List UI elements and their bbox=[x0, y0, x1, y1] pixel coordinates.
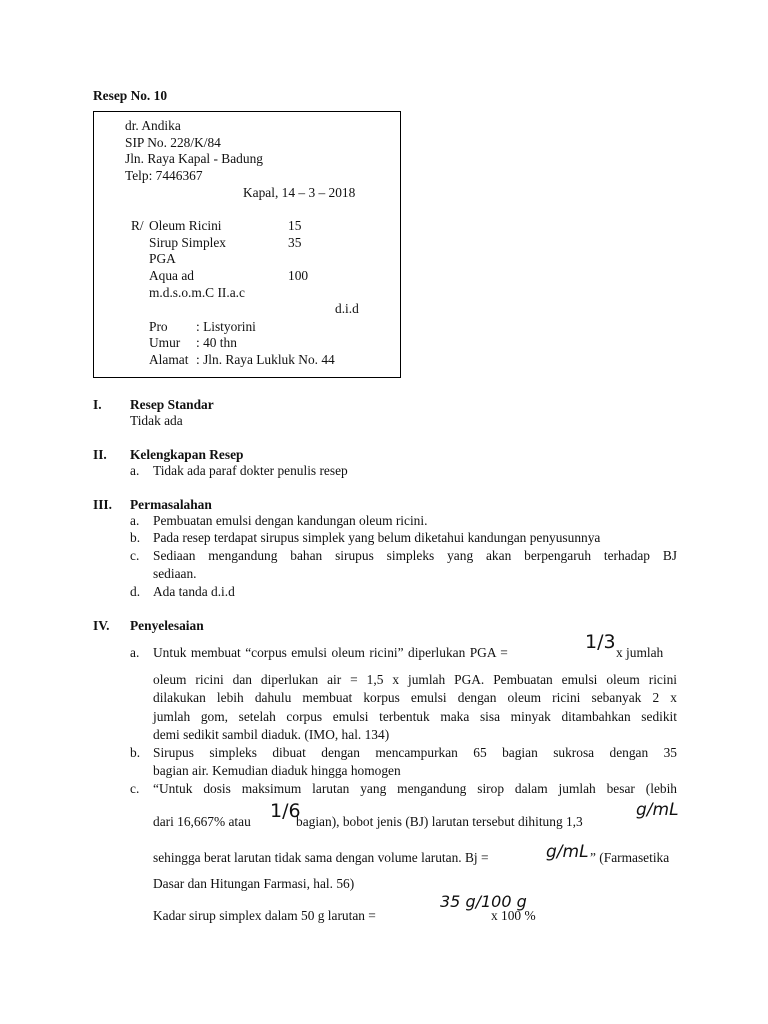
page-title: Resep No. 10 bbox=[93, 88, 168, 103]
rx-item-name: Oleum Ricini bbox=[149, 218, 222, 233]
rx-did: d.i.d bbox=[335, 301, 359, 316]
solution-c-line: “Untuk dosis maksimum larutan yang mengandung sirop dalam jumlah besar (lebih bbox=[153, 781, 677, 796]
list-marker: c. bbox=[130, 781, 140, 796]
rx-item-qty: 15 bbox=[288, 218, 302, 233]
section-number: III. bbox=[93, 497, 112, 512]
list-item: Pembuatan emulsi dengan kandungan oleum ricini. bbox=[153, 513, 428, 528]
section-number: IV. bbox=[93, 618, 110, 633]
solution-a-line: jumlah gom, setelah corpus emulsi terbentuk maka sisa minyak ditambahkan sedikit bbox=[153, 709, 677, 724]
rx-item-qty: 35 bbox=[288, 235, 302, 250]
solution-a-line: Untuk membuat “corpus emulsi oleum ricini” diperlukan PGA = bbox=[153, 645, 508, 660]
age-label: Umur bbox=[149, 335, 181, 350]
solution-c-line: x 100 % bbox=[491, 908, 536, 923]
list-item: Sediaan mengandung bahan sirupus simpleks yang akan berpengaruh terhadap BJ bbox=[153, 548, 677, 563]
list-marker: a. bbox=[130, 645, 140, 660]
rx-item-name: PGA bbox=[149, 251, 176, 266]
solution-c-line: bagian), bobot jenis (BJ) larutan tersebut dihitung 1,3 bbox=[296, 814, 583, 829]
list-item: Pada resep terdapat sirupus simplek yang belum diketahui kandungan penyusunnya bbox=[153, 530, 601, 545]
rx-symbol: R/ bbox=[131, 218, 144, 233]
solution-a-line: oleum ricini dan diperlukan air = 1,5 x jumlah PGA. Pembuatan emulsi oleum ricini bbox=[153, 672, 677, 687]
list-item-continuation: sediaan. bbox=[153, 566, 197, 581]
list-marker: a. bbox=[130, 463, 140, 478]
solution-b-line: bagian air. Kemudian diaduk hingga homogen bbox=[153, 763, 401, 778]
list-marker: a. bbox=[130, 513, 140, 528]
fraction-one-sixth: 1/6 bbox=[270, 800, 301, 822]
age-value: : 40 thn bbox=[196, 335, 237, 350]
solution-c-line: ” (Farmasetika bbox=[590, 850, 670, 865]
solution-c-line: Kadar sirup simplex dalam 50 g larutan = bbox=[153, 908, 376, 923]
list-marker: b. bbox=[130, 745, 141, 760]
doctor-sip: SIP No. 228/K/84 bbox=[125, 135, 221, 150]
solution-a-line: x jumlah bbox=[616, 645, 664, 660]
rx-item-name: Aqua ad bbox=[149, 268, 194, 283]
fraction-one-third: 1/3 bbox=[585, 631, 616, 653]
section-heading: Kelengkapan Resep bbox=[130, 447, 244, 462]
list-marker: d. bbox=[130, 584, 141, 599]
patient-name: : Listyorini bbox=[196, 319, 256, 334]
section-heading: Resep Standar bbox=[130, 397, 214, 412]
solution-a-line: demi sedikit sambil diaduk. (IMO, hal. 134) bbox=[153, 727, 390, 742]
patient-label: Pro bbox=[149, 319, 168, 334]
solution-c-line: Dasar dan Hitungan Farmasi, hal. 56) bbox=[153, 876, 355, 891]
fraction-sugar-ratio: 35 g/100 g bbox=[440, 892, 527, 911]
section-number: II. bbox=[93, 447, 107, 462]
rx-signa: m.d.s.o.m.C II.a.c bbox=[149, 285, 245, 300]
list-item: Tidak ada paraf dokter penulis resep bbox=[153, 463, 348, 478]
patient-address-value: : Jln. Raya Lukluk No. 44 bbox=[196, 352, 335, 367]
section-body: Tidak ada bbox=[130, 413, 183, 428]
doctor-phone: Telp: 7446367 bbox=[125, 168, 203, 183]
solution-b-line: Sirupus simpleks dibuat dengan mencampurkan 65 bagian sukrosa dengan 35 bbox=[153, 745, 677, 760]
solution-c-line: sehingga berat larutan tidak sama dengan volume larutan. Bj = bbox=[153, 850, 489, 865]
section-number: I. bbox=[93, 397, 102, 412]
solution-c-line: dari 16,667% atau bbox=[153, 814, 251, 829]
unit-g-per-ml: g/mL bbox=[636, 800, 679, 820]
rx-item-name: Sirup Simplex bbox=[149, 235, 227, 250]
rx-item-qty: 100 bbox=[288, 268, 309, 283]
doctor-name: dr. Andika bbox=[125, 118, 181, 133]
list-marker: c. bbox=[130, 548, 140, 563]
list-marker: b. bbox=[130, 530, 141, 545]
doctor-address: Jln. Raya Kapal - Badung bbox=[125, 151, 263, 166]
list-item: Ada tanda d.i.d bbox=[153, 584, 235, 599]
solution-a-line: dilakukan lebih dahulu membuat korpus emulsi dengan oleum ricini sebanyak 2 x bbox=[153, 690, 677, 705]
section-heading: Penyelesaian bbox=[130, 618, 204, 633]
section-heading: Permasalahan bbox=[130, 497, 212, 512]
unit-g-per-ml: g/mL bbox=[546, 842, 589, 862]
patient-address-label: Alamat bbox=[149, 352, 189, 367]
prescription-date: Kapal, 14 – 3 – 2018 bbox=[243, 185, 356, 200]
